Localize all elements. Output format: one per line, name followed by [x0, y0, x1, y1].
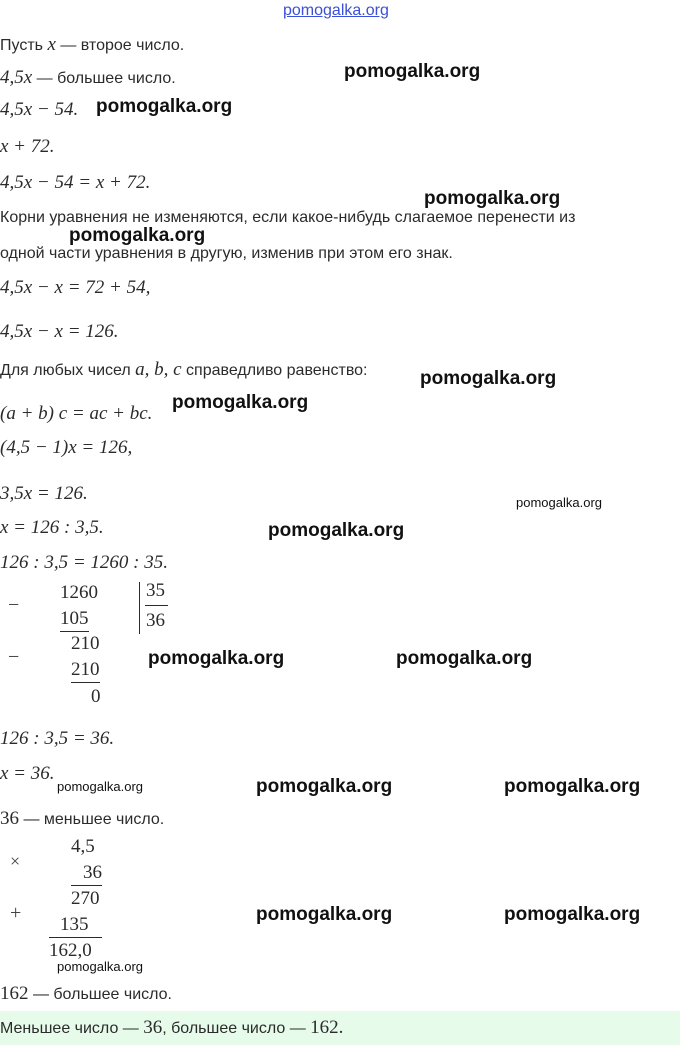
subtrahend-1: 105 [60, 608, 89, 632]
minus-sign: − [8, 594, 20, 616]
watermark-top[interactable]: pomogalka.org [283, 2, 389, 19]
subtrahend-2: 210 [71, 659, 100, 683]
line-division-result: 126 : 3,5 = 36. [0, 728, 115, 749]
divisor: 35 [146, 580, 165, 601]
watermark: pomogalka.org [516, 495, 602, 510]
math: x [47, 34, 56, 55]
text: — второе число. [55, 37, 185, 54]
text: , большее число — [162, 1020, 311, 1037]
line-smaller-number [0, 808, 164, 830]
line-sum: 4,5x − x = 126. [0, 321, 119, 342]
text: — большее число. [32, 70, 176, 87]
text: — большее число. [28, 986, 172, 1003]
watermark: pomogalka.org [69, 225, 206, 246]
math: 4,5x [0, 67, 33, 88]
line-distributive: (a + b) c = ac + bc. [0, 403, 153, 424]
watermark: pomogalka.org [96, 96, 233, 117]
dividend: 1260 [60, 582, 98, 603]
line-transfer: 4,5x − x = 72 + 54, [0, 277, 151, 298]
rule-text-1: Корни уравнения не изменяются, если какое-нибудь слагаемое перенести из [0, 209, 576, 226]
math: 36 [0, 808, 19, 829]
remainder-1: 210 [71, 633, 100, 654]
times-sign: × [10, 851, 21, 871]
watermark: pomogalka.org [57, 779, 143, 794]
line-x-value: x = 36. [0, 763, 55, 784]
answer-box [0, 1011, 680, 1045]
division-bar [139, 582, 141, 634]
answer-text [0, 1017, 343, 1039]
watermark: pomogalka.org [504, 776, 641, 797]
plus-sign: + [10, 902, 22, 924]
watermark: pomogalka.org [172, 392, 309, 413]
math: a, b, c [135, 359, 182, 380]
line-scaled-division: 126 : 3,5 = 1260 : 35. [0, 552, 168, 573]
watermark: pomogalka.org [256, 904, 393, 925]
text: — меньшее число. [19, 811, 165, 828]
line-factored: (4,5 − 1)x = 126, [0, 437, 133, 458]
remainder-2: 0 [91, 686, 101, 707]
watermark: pomogalka.org [504, 904, 641, 925]
partial-product-1: 270 [71, 888, 100, 909]
text: Для любых чисел [0, 362, 136, 379]
line-simplified: 3,5x = 126. [0, 483, 88, 504]
math: 162. [310, 1017, 344, 1038]
watermark: pomogalka.org [420, 368, 557, 389]
product: 162,0 [49, 940, 92, 961]
line-equation: 4,5x − 54 = x + 72. [0, 172, 151, 193]
math: 36 [143, 1017, 163, 1038]
line-x-expr: x = 126 : 3,5. [0, 517, 104, 538]
multiplicand: 4,5 [71, 836, 95, 857]
watermark: pomogalka.org [148, 648, 285, 669]
watermark: pomogalka.org [57, 959, 143, 974]
watermark: pomogalka.org [268, 520, 405, 541]
line-expr-2: x + 72. [0, 136, 55, 157]
watermark: pomogalka.org [256, 776, 393, 797]
minus-sign: − [8, 646, 20, 668]
watermark: pomogalka.org [396, 648, 533, 669]
line-larger-value [0, 983, 172, 1005]
line-distributive-intro [0, 359, 367, 381]
text: Меньшее число — [0, 1020, 144, 1037]
math: 162 [0, 983, 29, 1004]
text: справедливо равенство: [181, 362, 368, 379]
partial-product-2: 135 [49, 914, 102, 938]
watermark: pomogalka.org [424, 188, 561, 209]
text: Пусть [0, 37, 48, 54]
watermark: pomogalka.org [344, 61, 481, 82]
quotient: 36 [146, 610, 165, 631]
multiplier: 36 [71, 862, 102, 886]
line-larger-number [0, 67, 176, 89]
line-expr-1: 4,5x − 54. [0, 99, 79, 120]
line-let-x [0, 34, 184, 56]
divisor-underline [145, 604, 168, 606]
rule-text-2: одной части уравнения в другую, изменив при этом его знак. [0, 245, 453, 262]
